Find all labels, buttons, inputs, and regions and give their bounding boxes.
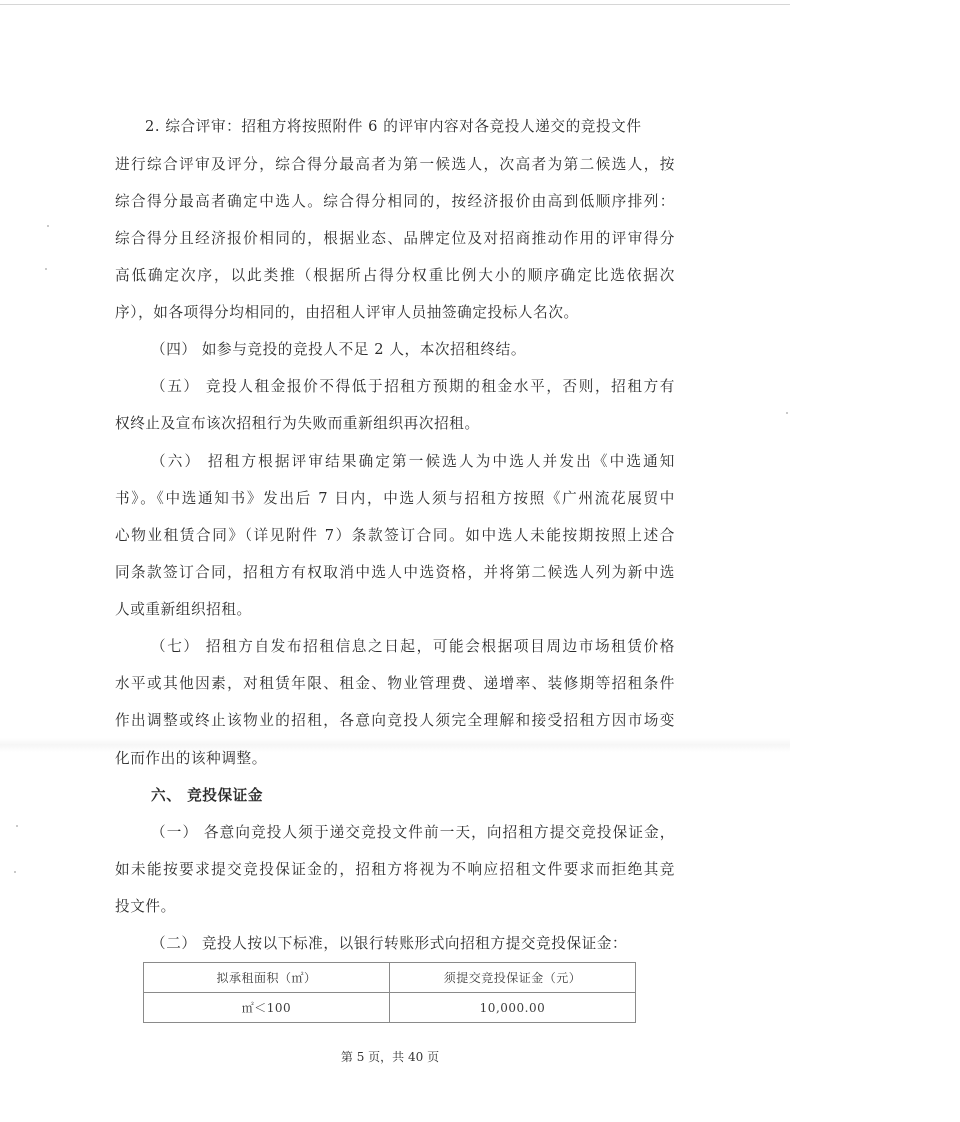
table-header: 拟承租面积（㎡） — [144, 963, 390, 993]
page-number: 第 5 页，共 40 页 — [340, 1050, 440, 1064]
para-line: 综合得分最高者确定中选人。综合得分相同的，按经济报价由高到低顺序排列： — [115, 193, 675, 210]
table-header-row — [144, 963, 636, 993]
para-line: （一） 各意向竞投人须于递交竞投文件前一天，向招租方提交竞投保证金， — [151, 824, 675, 841]
scan-speck — [14, 871, 16, 873]
para-line: 心物业租赁合同》（详见附件 7）条款签订合同。如中选人未能按期按照上述合 — [115, 527, 675, 544]
para-line: （二） 竞投人按以下标准，以银行转账形式向招租方提交竞投保证金： — [151, 935, 628, 952]
para-line: （六） 招租方根据评审结果确定第一候选人为中选人并发出《中选通知 — [151, 453, 675, 470]
para-line: 作出调整或终止该物业的招租，各意向竞投人须完全理解和接受招租方因市场变 — [115, 712, 675, 729]
table-header: 须提交竞投保证金（元） — [389, 963, 635, 993]
para-line: 综合得分且经济报价相同的，根据业态、品牌定位及对招商推动作用的评审得分 — [115, 230, 675, 247]
table-cell: 10,000.00 — [389, 993, 635, 1023]
deposit-table — [143, 962, 636, 1023]
para-line: 进行综合评审及评分，综合得分最高者为第一候选人，次高者为第二候选人，按 — [115, 156, 675, 173]
para-line: 高低确定次序，以此类推（根据所占得分权重比例大小的顺序确定比选依据次 — [115, 267, 675, 284]
page-top-edge — [0, 4, 790, 5]
table-row — [144, 993, 636, 1023]
scan-speck — [786, 412, 788, 414]
para-line: 2. 综合评审：招租方将按照附件 6 的评审内容对各竞投人递交的竞投文件 — [145, 118, 642, 135]
para-line: 投文件。 — [115, 898, 176, 915]
para-line: （七） 招租方自发布招租信息之日起，可能会根据项目周边市场租赁价格 — [151, 638, 675, 655]
para-line: 书》。《中选通知书》发出后 7 日内，中选人须与招租方按照《广州流花展贸中 — [115, 490, 675, 507]
para-line: （四） 如参与竞投的竞投人不足 2 人，本次招租终结。 — [151, 341, 527, 358]
para-line: 序），如各项得分均相同的，由招租人评审人员抽签确定投标人名次。 — [115, 304, 579, 321]
para-line: 化而作出的该种调整。 — [115, 750, 267, 767]
para-line: 如未能按要求提交竞投保证金的，招租方将视为不响应招租文件要求而拒绝其竞 — [115, 861, 675, 878]
para-line: 人或重新组织招租。 — [115, 601, 252, 618]
scan-speck — [45, 268, 47, 270]
para-line: 同条款签订合同，招租方有权取消中选人中选资格，并将第二候选人列为新中选 — [115, 564, 675, 581]
scan-speck — [47, 225, 49, 227]
para-line: 权终止及宣布该次招租行为失败而重新组织再次招租。 — [115, 415, 480, 432]
section-heading: 六、 竞投保证金 — [151, 787, 264, 804]
table-cell: ㎡＜100 — [144, 993, 390, 1023]
para-line: 水平或其他因素，对租赁年限、租金、物业管理费、递增率、装修期等招租条件 — [115, 675, 675, 692]
para-line: （五） 竞投人租金报价不得低于招租方预期的租金水平，否则，招租方有 — [151, 378, 675, 395]
scan-speck — [16, 825, 18, 827]
